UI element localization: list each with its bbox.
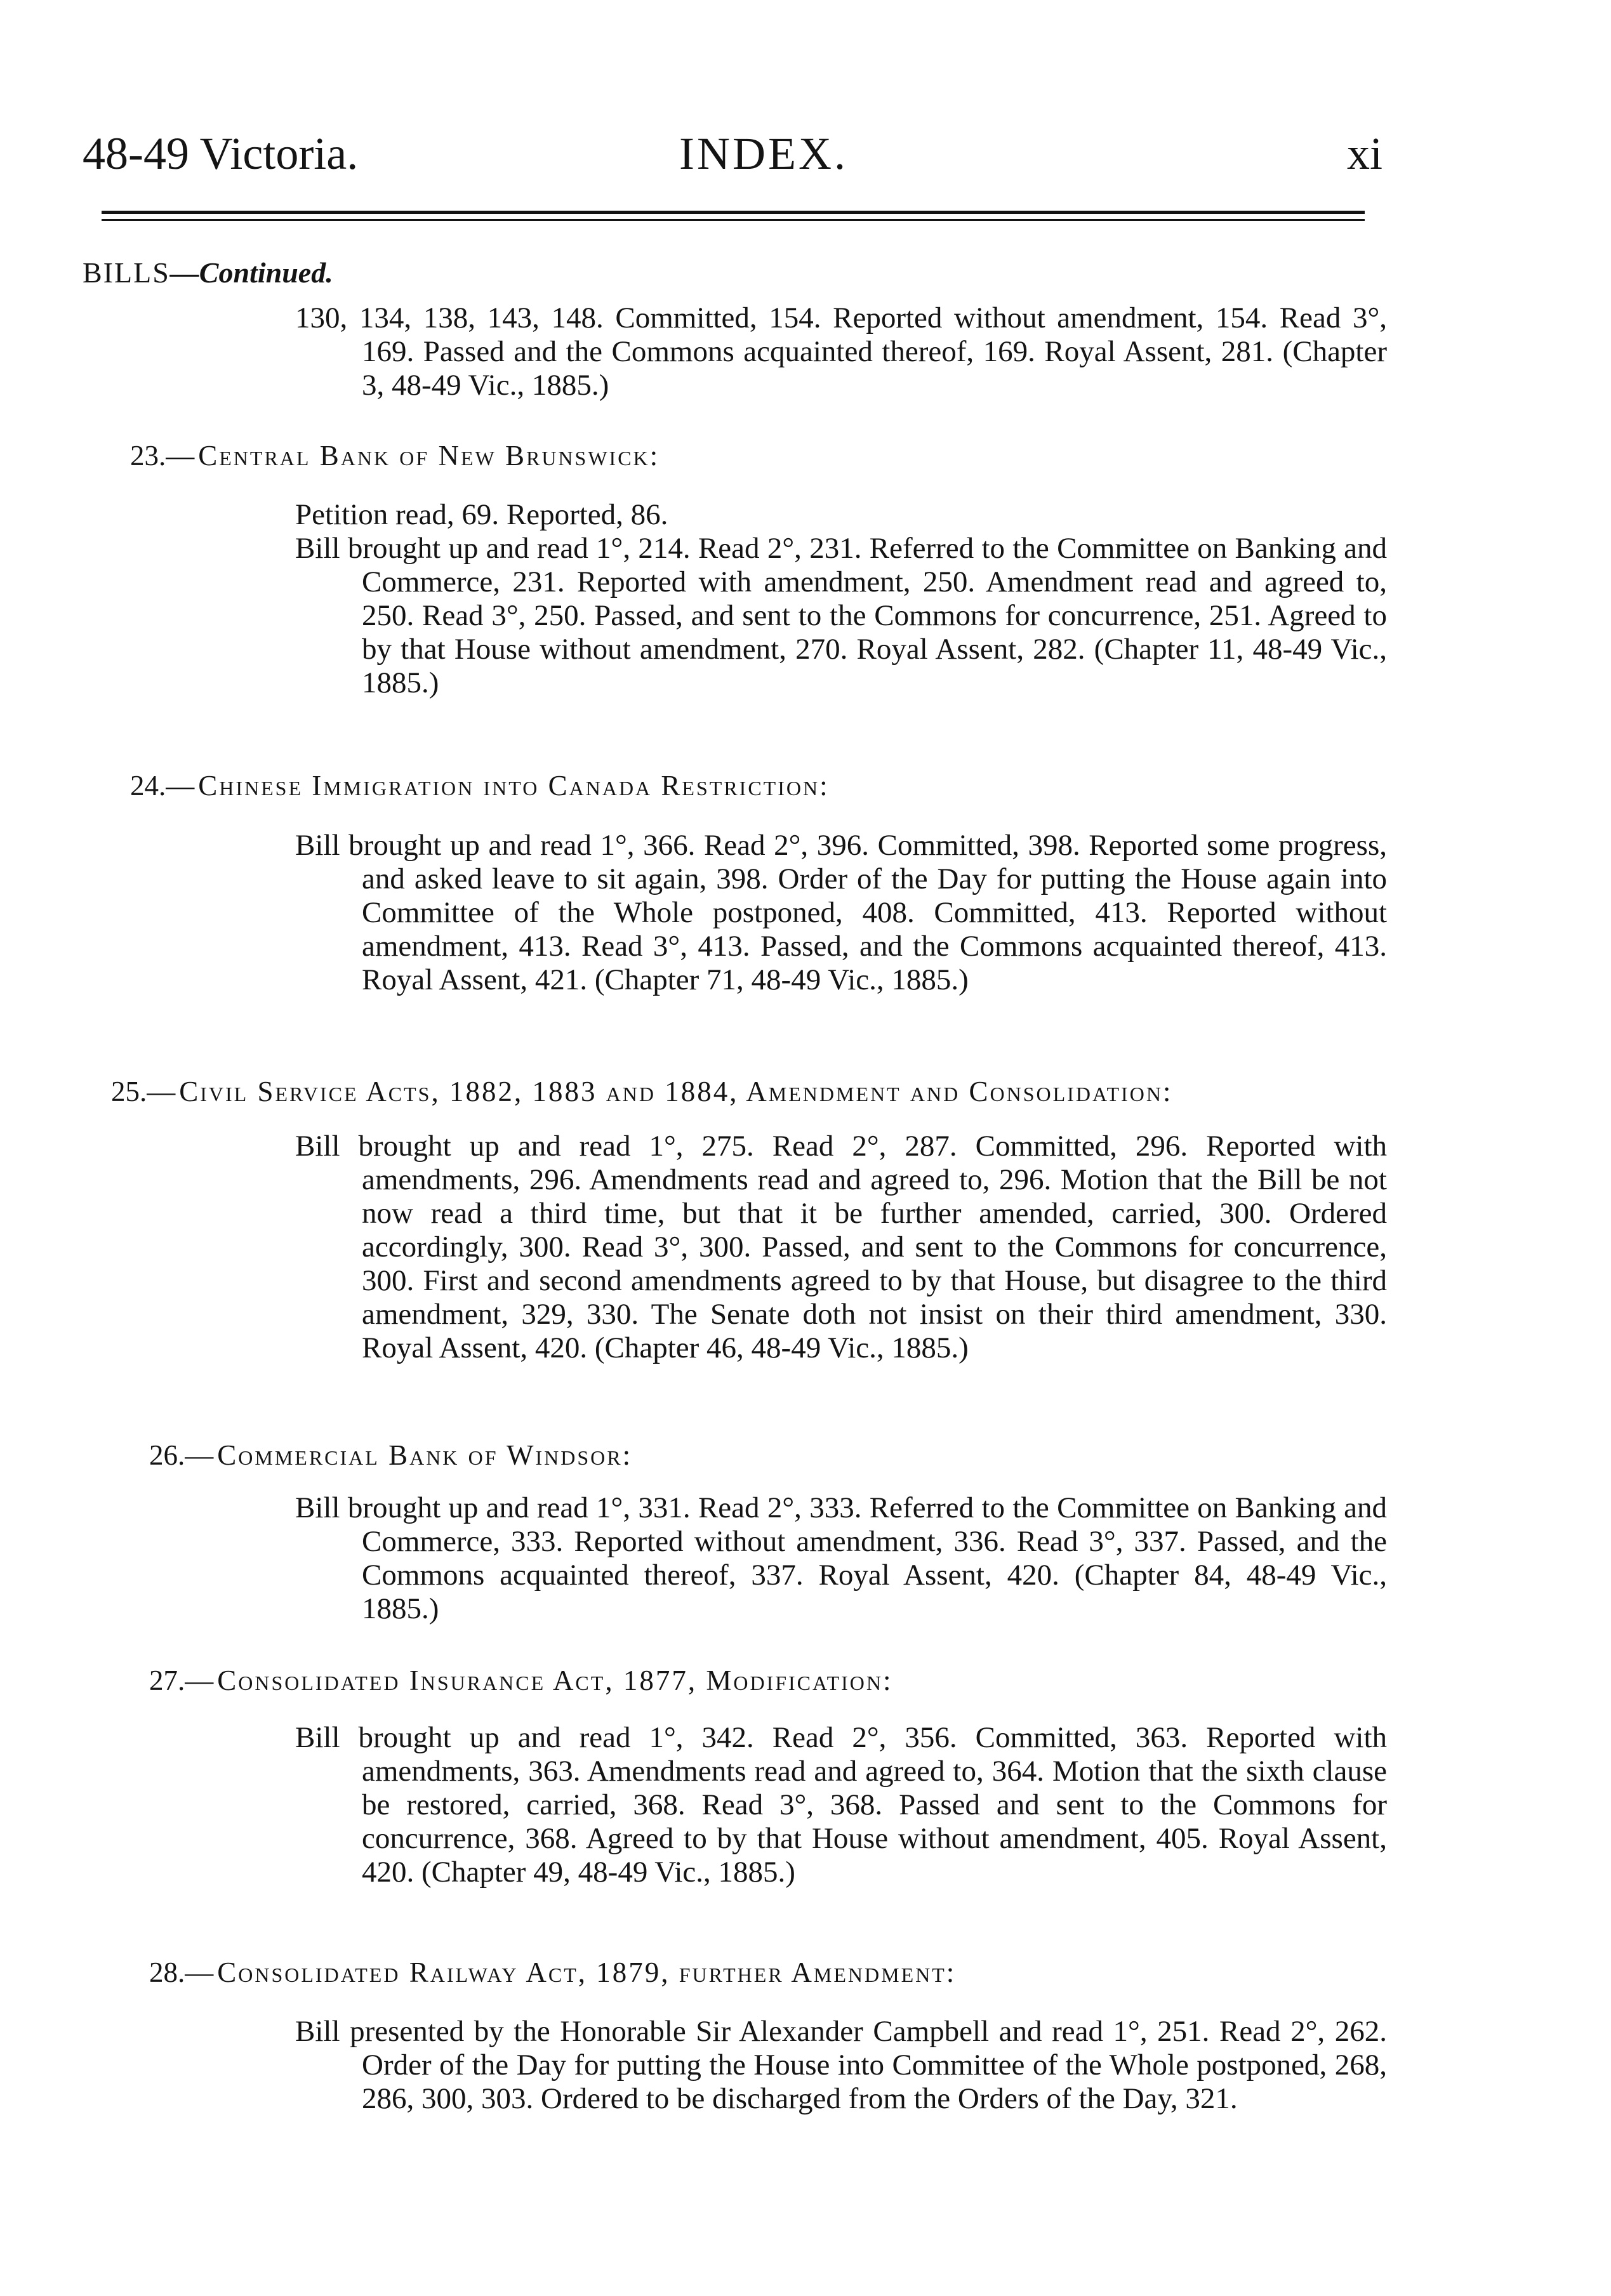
entry-paragraph: Bill brought up and read 1°, 214. Read 2°, 231. Referred to the Committee on Banking and Commerce, 231. Reported with amendment, 250. Amendment read and agreed to, 250. Read 3°, 250. Passed, and sent to the Commons for concurrence, 251. Agreed to by that House without amendment, 270. Royal Assent, 282. (Chapter 11, 48-49 Vic., 1885.) [295,532,1387,699]
continued-label: BILLS [83,256,170,289]
continued-heading [83,255,333,291]
entry-paragraph: Bill brought up and read 1°, 275. Read 2°, 287. Committed, 296. Reported with amendments, 296. Amendments read and agreed to, 296. Motion that the Bill be not now read a third time, but that it be further amended, carried, 300. Ordered accordingly, 300. Read 3°, 300. Passed, and sent to the Commons for concurrence, 300. First and second amendments agreed to by that House, but disagree to the third amendment, 329, 330. The Senate doth not insist on their third amendment, 330. Royal Assent, 420. (Chapter 46, 48-49 Vic., 1885.) [295,1130,1387,1364]
header-rule-thin [102,219,1365,221]
header-rule-thick [102,211,1365,214]
entry-heading [111,1074,1172,1109]
running-head-title: INDEX. [679,128,848,179]
entry-heading [149,1955,956,1990]
entry-paragraph: Petition read, 69. Reported, 86. [295,498,668,531]
running-head-session: 48-49 Victoria. [83,128,359,179]
continuation-block [295,301,1387,402]
continued-suffix: —Continued. [169,256,333,289]
entry-title: Chinese Immigration into Canada Restriction: [198,770,830,802]
entry-title: Central Bank of New Brunswick: [198,440,660,472]
entry-body [295,1721,1387,1889]
entry-body [295,498,1387,700]
page-number: xi [1346,128,1382,179]
entry-heading [149,1437,632,1473]
entry-body [295,1491,1387,1626]
entry-title: Consolidated Insurance Act, 1877, Modification: [217,1665,893,1696]
entry-paragraph: Bill presented by the Honorable Sir Alexander Campbell and read 1°, 251. Read 2°, 262. Order of the Day for putting the House into Committee of the Whole postponed, 268, 286, 300, 303. Ordered to be discharged from the Orders of the Day, 321. [295,2015,1387,2115]
entry-body [295,2015,1387,2116]
entry-paragraph: Bill brought up and read 1°, 342. Read 2°, 356. Committed, 363. Reported with amendments, 363. Amendments read and agreed to, 364. Motion that the sixth clause be restored, carried, 368. Read 3°, 368. Passed and sent to the Commons for concurrence, 368. Agreed to by that House without amendment, 405. Royal Assent, 420. (Chapter 49, 48-49 Vic., 1885.) [295,1721,1387,1889]
entry-number: 25.— [111,1076,176,1107]
entry-number: 28.— [149,1956,214,1988]
entry-body [295,1130,1387,1365]
entry-paragraph: Bill brought up and read 1°, 331. Read 2°, 333. Referred to the Committee on Banking and Commerce, 333. Reported without amendment, 336. Read 3°, 337. Passed, and the Commons acquainted thereof, 337. Royal Assent, 420. (Chapter 84, 48-49 Vic., 1885.) [295,1491,1387,1625]
entry-title: Civil Service Acts, 1882, 1883 and 1884, Amendment and Consolidation: [179,1076,1173,1107]
entry-number: 26.— [149,1439,214,1471]
entry-paragraph: Bill brought up and read 1°, 366. Read 2°, 396. Committed, 398. Reported some progress, and asked leave to sit again, 398. Order of the Day for putting the House again into Committee of the Whole postponed, 408. Committed, 413. Reported without amendment, 413. Read 3°, 413. Passed, and the Commons acquainted thereof, 413. Royal Assent, 421. (Chapter 71, 48-49 Vic., 1885.) [295,829,1387,996]
entry-heading [149,1663,893,1698]
entry-number: 24.— [130,770,195,802]
entry-body [295,829,1387,997]
entry-heading [130,768,830,803]
entry-title: Commercial Bank of Windsor: [217,1439,633,1471]
entry-number: 23.— [130,440,195,472]
entry-number: 27.— [149,1665,214,1696]
entry-title: Consolidated Railway Act, 1879, further Amendment: [217,1956,957,1988]
entry-heading [130,438,660,473]
continuation-paragraph: 130, 134, 138, 143, 148. Committed, 154. Reported without amendment, 154. Read 3°, 169. Passed and the Commons acquainted thereof, 169. Royal Assent, 281. (Chapter 3, 48-49 Vic., 1885.) [295,301,1387,402]
